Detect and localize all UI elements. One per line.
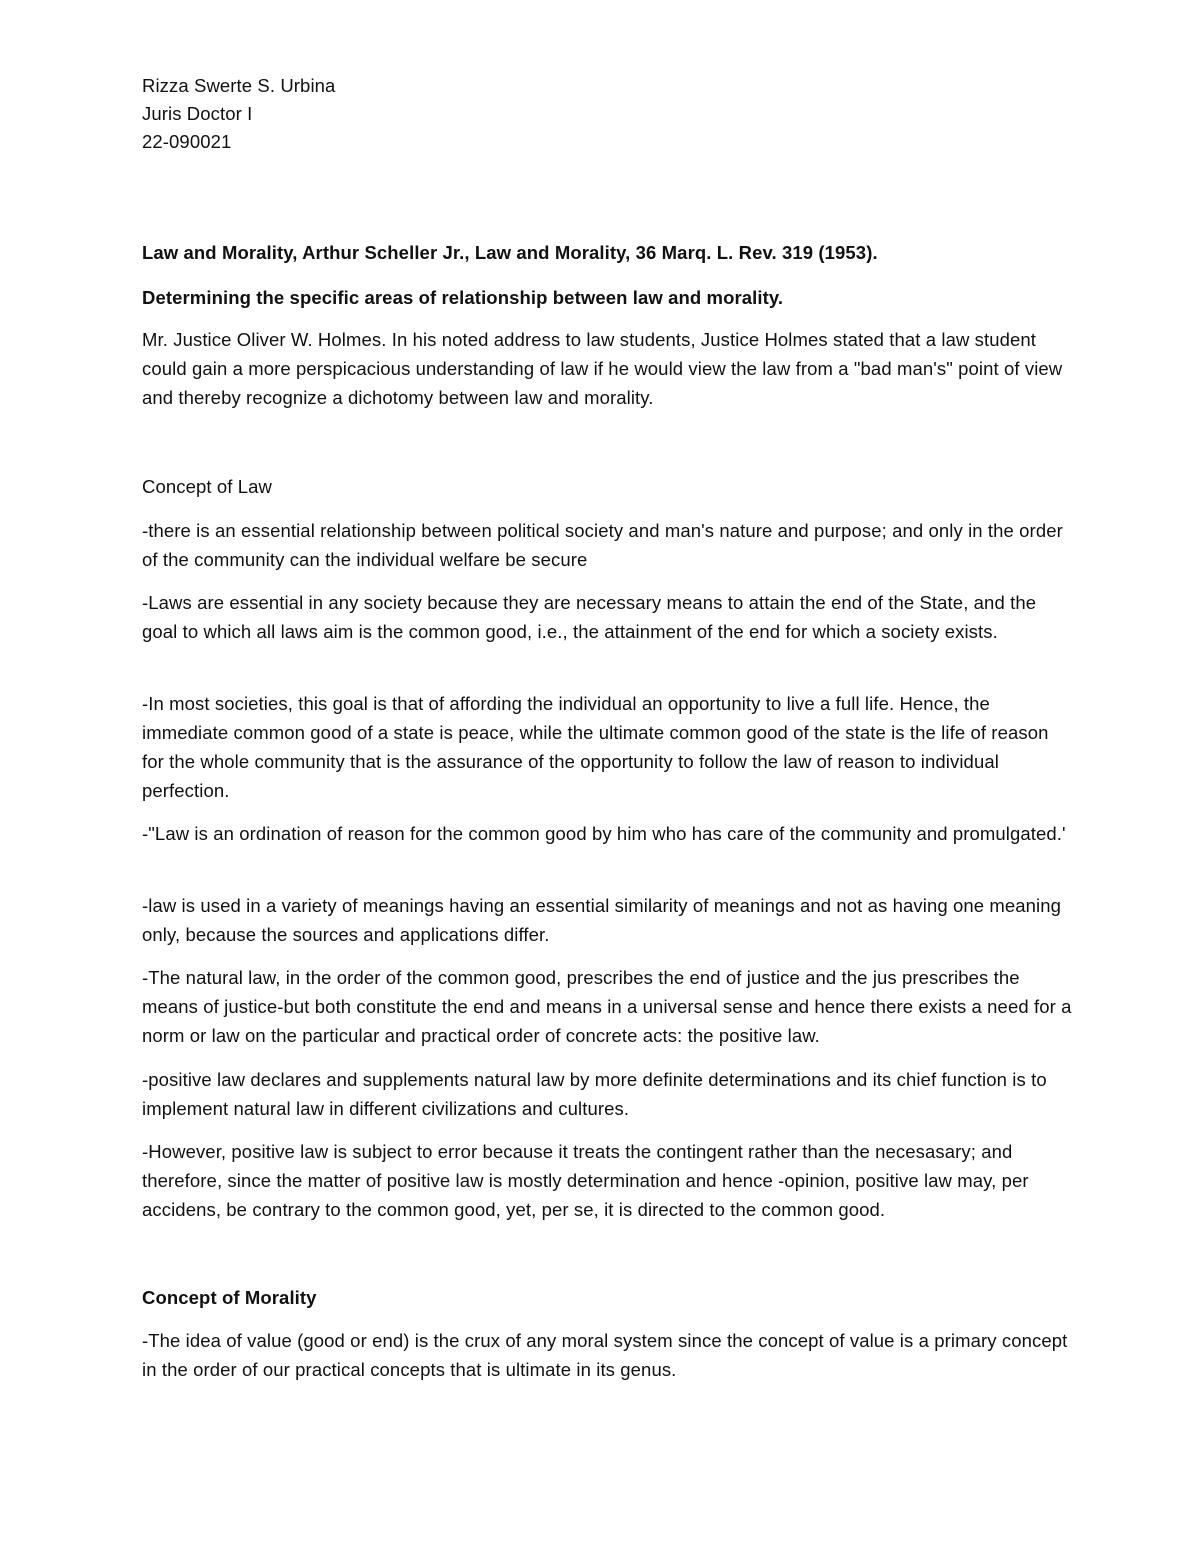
law-paragraph: -"Law is an ordination of reason for the common good by him who has care of the community and promulgated.' (142, 823, 1066, 844)
morality-paragraph: -The idea of value (good or end) is the crux of any moral system since the concept of value is a primary concept in the order of our practical concepts that is ultimate in its genus. (142, 1330, 1068, 1380)
law-paragraph: -The natural law, in the order of the common good, prescribes the end of justice and the jus prescribes the means of justice-but both constitute the end and means in a universal sense and hence there exists a need for a norm or law on the particular and practical order of concrete acts: the positive law. (142, 967, 1072, 1046)
section-heading-law: Concept of Law (142, 476, 272, 497)
program-line: Juris Doctor I (142, 103, 253, 124)
law-paragraph: -However, positive law is subject to error because it treats the contingent rather than the necesasary; and therefore, since the matter of positive law is mostly determination and hence -opinion, positive law may, per accidens, be contrary to the common good, yet, per se, it is directed to the common good. (142, 1141, 1029, 1220)
author-name: Rizza Swerte S. Urbina (142, 75, 336, 96)
citation-title: Law and Morality, Arthur Scheller Jr., Law and Morality, 36 Marq. L. Rev. 319 (1953). (142, 242, 878, 263)
law-paragraph: -law is used in a variety of meanings having an essential similarity of meanings and not as having one meaning only, because the sources and applications differ. (142, 895, 1062, 945)
section-heading-morality: Concept of Morality (142, 1287, 317, 1308)
subtitle: Determining the specific areas of relationship between law and morality. (142, 287, 784, 308)
law-paragraph: -In most societies, this goal is that of affording the individual an opportunity to live a full life. Hence, the immediate common good of a state is peace, while the ultimate common good of the state is the life of reason for the whole community that is the assurance of the opportunity to follow the law of reason to individual perfection. (142, 693, 1049, 801)
law-paragraph: -Laws are essential in any society because they are necessary means to attain the end of the State, and the goal to which all laws aim is the common good, i.e., the attainment of the end for which a society exists. (142, 592, 1037, 642)
law-paragraph: -there is an essential relationship between political society and man's nature and purpose; and only in the order of the community can the individual welfare be secure (142, 520, 1063, 570)
law-paragraph: -positive law declares and supplements natural law by more definite determinations and its chief function is to implement natural law in different civilizations and cultures. (142, 1069, 1047, 1119)
intro-paragraph: Mr. Justice Oliver W. Holmes. In his noted address to law students, Justice Holmes stated that a law student could gain a more perspicacious understanding of law if he would view the law from a "bad man's" point of view and thereby recognize a dichotomy between law and morality. (142, 329, 1063, 408)
student-id: 22-090021 (142, 131, 232, 152)
